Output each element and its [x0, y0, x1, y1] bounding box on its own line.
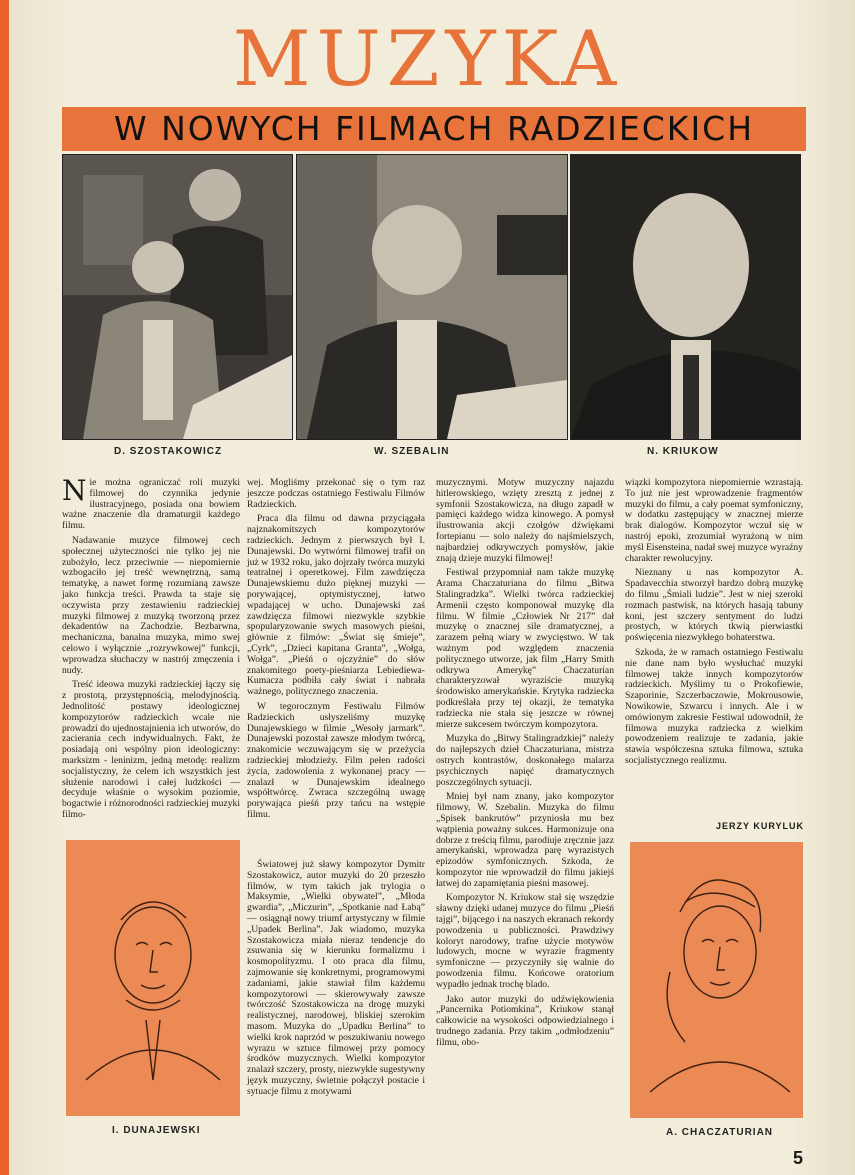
drop-cap: N [62, 474, 87, 507]
photo-caption: D. SZOSTAKOWICZ [114, 446, 223, 457]
subtitle-banner [62, 107, 806, 151]
page-number: 5 [792, 1148, 803, 1168]
page-edge-strip [0, 0, 9, 1175]
article-column-2-bottom [247, 860, 425, 1102]
paragraph: Mniej był nam znany, jako kompozytor filmowy, W. Szebalin. Muzyka do filmu „Spisek bankrutów” przyniosła mu bez wątpienia poważny sukces. Harmonizuje ona dobrze z treścią filmu, parodiuje zręcznie jazz amerykański, wprowadza parę wyrazistych epizodów symfonicznych. Szkoda, że kompozytor nie wprowadził do filmu jakiejś łatwej do zapamiętania pieśni masowej. [436, 791, 614, 889]
paragraph: wiązki kompozytora niepomiernie wzrastają. To już nie jest wprowadzenie fragmentów muzyki do filmu, a cały poemat symfoniczny, w dodatku zastępujący w znacznej mierze brak dialogów. Kompozytor wczuł się w nastrój epoki, zrozumiał wyrażoną w nim myśl Eisensteina, nadał swej muzyce wyraźny charakter rewolucyjny. [625, 477, 803, 564]
photo-caption: N. KRIUKOW [647, 446, 719, 457]
page-title: MUZYKA [232, 14, 623, 103]
photo-szebalin [296, 154, 568, 440]
article-column-2-top [247, 478, 425, 825]
paragraph: ie można ograniczać roli muzyki filmowej do czynnika jedynie ilustracyjnego, posiada ona bowiem ważne znaczenie dla dramaturgii każdego filmu. [62, 477, 240, 532]
paragraph: muzycznymi. Motyw muzyczny najazdu hitlerowskiego, wzięty zresztą z jednej z symfonii Szostakowicza, na długo zapadł w pamięci każdego widza kinowego. A pomysł ilustrowania akcji czołgów dźwiękami fortepianu — solo należy do najśmielszych, najbardziej odkrywczych pomysłów, jakie znają dzieje muzyki filmowej! [436, 477, 614, 564]
paragraph: Kompozytor N. Kriukow stał się wszędzie sławny dzięki udanej muzyce do filmu „Pieśń tajgi”, bijącego i na naszych ekranach rekordy powodzenia u publiczności. Prawdziwy koloryt narodowy, trafne użycie motywów ludowych, mocne w wyrazie fragmenty symfoniczne — przyczyniły się walnie do powodzenia filmu. Końcowe oratorium wypadło jednak trochę blado. [436, 892, 614, 990]
paragraph: Treść ideowa muzyki radzieckiej łączy się z prostotą, przystępnością, melodyjnością. Jednolitość postawy ideologicznej kompozytorów radzieckich wcale nie prowadzi do ujednostajnienia ich utworów, do zacierania cech indywidualnych. Fakt, że posiadają oni wspólny pion ideologiczny: marksizm - leninizm, jedną metodę: realizm socjalistyczny, że celem ich wszystkich jest służenie narodowi i całej ludzkości — decyduje właśnie o wysokim poziomie, bogactwie i różnorodności radzieckiej muzyki filmo- [62, 679, 240, 820]
paragraph: wej. Mogliśmy przekonać się o tym raz jeszcze podczas ostatniego Festiwalu Filmów Radzieckich. [247, 477, 425, 510]
paragraph: Nadawanie muzyce filmowej cech społecznej użyteczności nie tylko jej nie zubożyło, lecz przeciwnie — niepomiernie wzbogaciło jej treść wewnętrzną, samą tematykę, a nawet formę rozumianą zawsze jako funkcja treści. Prawda ta staje się oczywista przy zestawieniu radzieckiej muzyki filmowej z muzyką tworzoną przez dekadentów na Zachodzie. Bezbarwna, mechaniczna, banalna muzyka, mimo swej celowo i wyłącznie „rozrywkowej” funkcji, wprowadza słuchaczy w nastrój zmęczenia i nudy. [62, 534, 240, 676]
paragraph: Światowej już sławy kompozytor Dymitr Szostakowicz, autor muzyki do 20 przeszło filmów, w tym takich jak trylogia o Maksymie, „Wielki obywatel”, „Młoda gwardia”, „Miczurin”, „Spotkanie nad Łabą” — osiągnął nowy triumf artystyczny w filmie „Upadek Berlina”. Jak wiadomo, muzyka Szostakowicza miała nieraz tendencje do zsuwania się w kierunku formalizmu i kosmopolityzmu. I oto praca dla filmu, zajmowanie się konkretnymi, programowymi zadaniami, jakie stawiał film każdemu kompozytorowi — skierowywały zawsze twórczość Szostakowicza na drogę muzyki realistycznej, narodowej, bliskiej szerokim masom. Muzyka do „Upadku Berlina” to wielki krok naprzód w poszukiwaniu nowego wyrazu w sztuce filmowej przy pomocy środków muzycznych. Wielki kompozytor znalazł szczery, prosty, niezwykle sugestywny język muzyczny, świetnie połączył postacie i sytuacje filmu z motywami [247, 859, 425, 1097]
subtitle-text: W NOWYCH FILMACH RADZIECKICH [113, 109, 755, 148]
photo-szostakowicz [62, 154, 293, 440]
paragraph: Nieznany u nas kompozytor A. Spadavecchia stworzył bardzo dobrą muzykę do filmu „Śmiali ludzie”. Jest w niej szeroki rozmach pastwisk, na których hasają tabuny koni, jest szczery sentyment do ludzi prostych, w których tkwią pierwiastki poświęcenia niezwykłego bohaterstwa. [625, 567, 803, 644]
photo-caption: W. SZEBALIN [374, 446, 450, 457]
article-column-1 [62, 474, 240, 825]
article-column-4 [625, 478, 803, 771]
sketch-caption: I. DUNAJEWSKI [112, 1125, 201, 1136]
paragraph: Praca dla filmu od dawna przyciągała najznakomitszych kompozytorów radzieckich. Jednym z pierwszych był I. Dunajewski. Do wytwórni filmowej trafił on już w 1932 roku, jako dojrzały twórca muzyki teatralnej i operetkowej. Film zawdzięcza Dunajewskiemu dużo pięknej muzyki — porywającej, optymistycznej, łatwo wpadającej w ucho. Dunajewski zaś zawdzięcza filmowi niezwykle szybkie spopularyzowanie swych masowych pieśni, głównie z filmów: „Świat się śmieje”, „Cyrk”, „Dzieci kapitana Granta”, „Wołga, Wołga”. „Pieśń o ojczyźnie” do słów znakomitego poety-pieśniarza Lebiediewa-Kumacza podbiła cały świat i nabrała ważnego, politycznego znaczenia. [247, 513, 425, 698]
sketch-dunajewski [66, 840, 240, 1116]
paragraph: Muzyka do „Bitwy Stalingradzkiej” należy do najlepszych dzieł Chaczaturiana, mistrza ostrych kontrastów, doskonałego malarza psychicznych napięć dramatycznych poszczególnych sytuacji. [436, 733, 614, 788]
paragraph: Festiwal przypomniał nam także muzykę Arama Chaczaturiana do filmu „Bitwa Stalingradzka”. Wielki twórca radzieckiej Armenii często komponował muzykę dla filmu. W filmie „Człowiek Nr 217” dał muzykę o znacznej sile dramatycznej, a zarazem pełną wiary w zwycięstwo. W tak ważnym pod względem znaczenia politycznego utworze, jak film „Harry Smith odkrywa Amerykę” Chaczaturian charakteryzował wyraziście muzyką środowisko amerykańskie. Krytyka radziecka podkreślała przy tej okazji, że tematyka radziecka nie stała się jeszcze w równej mierze sukcesem twórczym kompozytora. [436, 567, 614, 730]
author-signature: JERZY KURYLUK [716, 821, 805, 831]
sketch-chaczaturian [630, 842, 803, 1118]
paragraph: Jako autor muzyki do udźwiękowienia „Pancernika Potiomkina”, Kriukow stanął całkowicie na wysokości odpowiedzialnego i trudnego zadania. Przy takim „odmłodzeniu” filmu, obo- [436, 993, 614, 1048]
sketch-caption: A. CHACZATURIAN [666, 1127, 774, 1138]
photo-kriukow [570, 154, 801, 440]
paragraph: W tegorocznym Festiwalu Filmów Radzieckich usłyszeliśmy muzykę Dunajewskiego w filmie „Wesoły jarmark”. Dunajewski pozostał zawsze młodym twórcą, znakomicie wczuwającym się w przeżycia radzieckiej młodzieży. Film pełen radości życia, zadowolenia z wykonanej pracy — znalazł w Dunajewskim idealnego współtwórcę. Zwraca szczególną uwagę porywająca pieśń przy tańcu na wstępie filmu. [247, 700, 425, 820]
article-column-3 [436, 478, 614, 1053]
paragraph: Szkoda, że w ramach ostatniego Festiwalu nie dane nam było wysłuchać muzyki filmowej także innych kompozytorów radzieckich. Myślimy tu o Prokofiewie, Szaporinie, Szczerbaczowie, Mokrousowie, Nowikowie, Szwarcu i innych. Ale i w omówionym zakresie Festiwal udowodnił, że filmowa muzyka radziecka z wielkim powodzeniem realizuje te zadania, jakie stawia współczesna sztuka filmowa, sztuka socjalistycznego realizmu. [625, 646, 803, 766]
